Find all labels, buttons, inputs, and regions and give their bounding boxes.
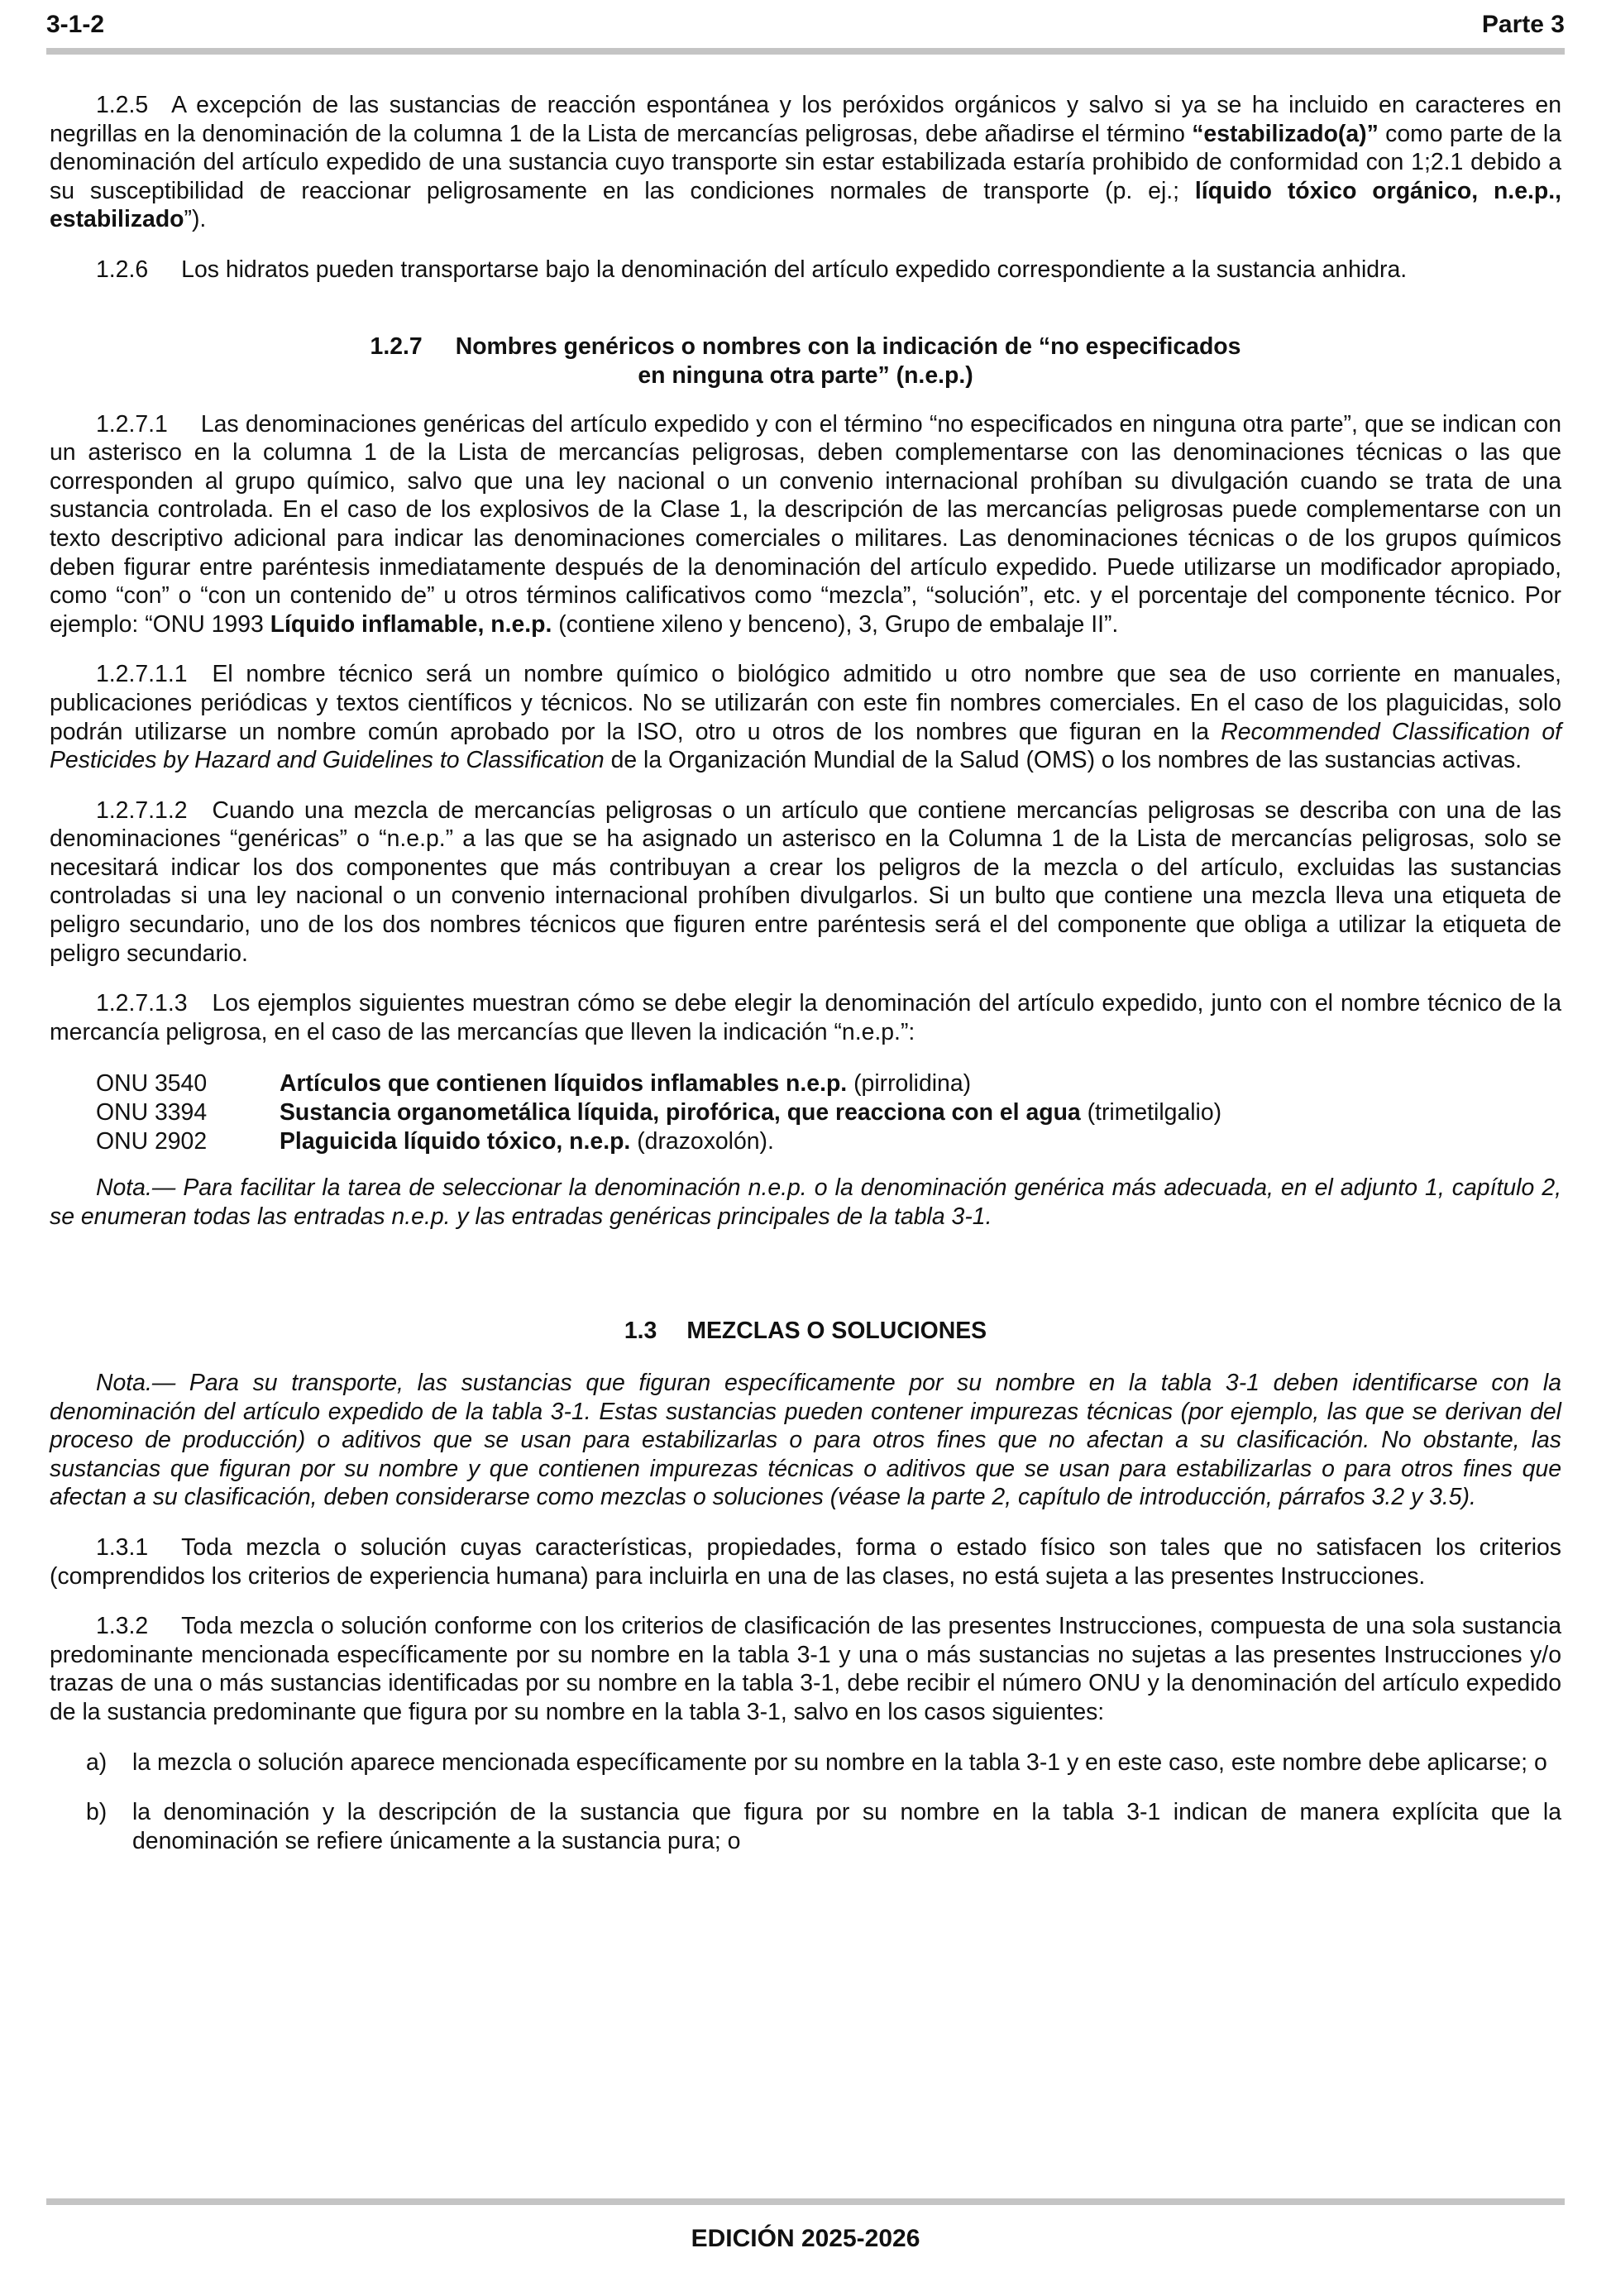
paragraph-text: Los hidratos pueden transportarse bajo la denominación del artículo expedido correspondiente a la sustancia anhidra. [181, 256, 1408, 283]
paragraph-number: 1.2.5 [96, 92, 149, 118]
paragraph-number: 1.2.7.1.1 [96, 661, 188, 688]
paragraph-1-2-7-1 [50, 410, 1561, 639]
document-body [50, 91, 1561, 1877]
paragraph-text: Cuando una mezcla de mercancías peligrosas o un artículo que contiene mercancías peligrosas se describa con una de las denominaciones “genéricas” o “n.e.p.” a las que se ha asignado un asterisco en la Columna 1 de la Lista de mercancías peligrosas, solo se necesitará indicar los dos componentes que más contribuyan a crear los peligros de la mezcla o del artículo, excluidas las sustancias controladas si una ley nacional o un convenio internacional prohíben divulgarlos. Si un bulto que contiene una mezcla lleva una etiqueta de peligro secundario, uno de los dos nombres técnicos que figuren entre paréntesis será el del componente que obliga a utilizar la etiqueta de peligro secundario. [50, 796, 1561, 967]
technical-name: (trimetilgalio) [1080, 1099, 1222, 1126]
paragraph-text: A excepción de las sustancias de reacción espontánea y los peróxidos orgánicos y salvo si ya se ha incluido en caracteres en negrillas en la denominación de la columna 1 de la Lista de mercancías peligrosas, debe añadirse el término [50, 92, 1561, 147]
bold-term: “estabilizado(a)” [1192, 120, 1379, 147]
heading-number: 1.3 [624, 1318, 657, 1345]
paragraph-1-2-6 [50, 256, 1561, 285]
paragraph-text: Las denominaciones genéricas del artículo expedido y con el término “no especificados en ninguna otra parte”, que se indican con un asterisco en la columna 1 de la Lista de mercancías peligrosas, deben complementarse con las denominaciones técnicas o las que corresponden al grupo químico, salvo que una ley nacional o un convenio internacional prohíban su divulgación cuando se trata de una sustancia controlada. En el caso de los explosivos de la Clase 1, la descripción de las mercancías peligrosas puede complementarse con un texto descriptivo adicional para indicar las denominaciones comerciales o militares. Las denominaciones técnicas o de los grupos químicos deben figurar entre paréntesis inmediatamente después de la denominación del artículo expedido. Puede utilizarse un modificador apropiado, como “con” o “con un contenido de” u otros términos calificativos como “mezcla”, “solución”, etc. y el porcentaje del componente técnico. Por ejemplo: “ONU 1993 [50, 410, 1561, 638]
paragraph-text: Toda mezcla o solución conforme con los criterios de clasificación de las presentes Instrucciones, compuesta de una sola sustancia predominante mencionada específicamente por su nombre en la tabla 3-1 y una o más sustancias no sujetas a las presentes Instrucciones y/o trazas de una o más sustancias identificadas por su nombre en la tabla 3-1, debe recibir el número ONU y la denominación del artículo expedido de la sustancia predominante que figura por su nombre en la tabla 3-1, salvo en los casos siguientes: [50, 1613, 1561, 1725]
bold-term: líquido tóxico orgánico, n.e.p., estabilizado [50, 177, 1561, 233]
publication-title: Recommended Classification of Pesticides by Hazard and Guidelines to Classification [50, 718, 1562, 774]
list-item-a [50, 1748, 1561, 1777]
shipping-name: Plaguicida líquido tóxico, n.e.p. [280, 1127, 631, 1155]
shipping-name: Artículos que contienen líquidos inflamables n.e.p. [280, 1070, 848, 1098]
header-divider [46, 48, 1565, 55]
examples-list [96, 1069, 1561, 1155]
page-number: 3-1-2 [46, 11, 105, 38]
list-text: la mezcla o solución aparece mencionada específicamente por su nombre en la tabla 3-1 y en este caso, este nombre debe aplicarse; o [132, 1748, 1547, 1776]
paragraph-1-2-5 [50, 91, 1561, 234]
un-number: ONU 3540 [96, 1070, 208, 1098]
paragraph-text: (contiene xileno y benceno), 3, Grupo de embalaje II”. [552, 610, 1119, 638]
paragraph-1-3-1 [50, 1533, 1561, 1590]
un-number: ONU 3394 [96, 1099, 208, 1126]
footer-divider [46, 2198, 1565, 2205]
bold-term: Líquido inflamable, n.e.p. [270, 610, 552, 638]
list-text: la denominación y la descripción de la sustancia que figura por su nombre en la tabla 3-1 indican de manera explícita que la denominación se refiere únicamente a la sustancia pura; o [132, 1799, 1561, 1854]
paragraph-text: El nombre técnico será un nombre químico o biológico admitido u otro nombre que sea de uso corriente en manuales, publicaciones periódicas y textos científicos y técnicos. No se utilizarán con este fin nombres comerciales. En el caso de los plaguicidas, solo podrán utilizarse un nombre común aprobado por la ISO, otro u otros de los nombres que figuran en la [50, 661, 1561, 745]
example-row [96, 1069, 1561, 1098]
note-1 [50, 1174, 1561, 1231]
paragraph-number: 1.3.2 [96, 1613, 149, 1640]
section-heading-1-3 [50, 1317, 1561, 1346]
paragraph-text: Los ejemplos siguientes muestran cómo se debe elegir la denominación del artículo expedido, junto con el nombre técnico de la mercancía peligrosa, en el caso de las mercancías que lleven la indicación “n.e.p.”: [50, 990, 1561, 1045]
note-2 [50, 1369, 1561, 1512]
paragraph-1-2-7-1-3 [50, 989, 1561, 1046]
paragraph-1-3-2 [50, 1612, 1561, 1726]
shipping-name: Sustancia organometálica líquida, pirofórica, que reacciona con el agua [280, 1099, 1081, 1126]
heading-line-1: Nombres genéricos o nombres con la indicación de “no especificados [455, 332, 1241, 360]
heading-title: MEZCLAS O SOLUCIONES [686, 1318, 987, 1345]
section-heading-1-2-7 [50, 332, 1561, 390]
part-label: Parte 3 [1481, 11, 1565, 38]
example-row [96, 1127, 1561, 1156]
paragraph-1-2-7-1-2 [50, 796, 1561, 969]
paragraph-number: 1.3.1 [96, 1533, 149, 1561]
note-text: Nota.— Para su transporte, las sustancias que figuran específicamente por su nombre en la tabla 3-1 deben identificarse con la denominación del artículo expedido de la tabla 3-1. Estas sustancias pueden contener impurezas técnicas (por ejemplo, las que se derivan del proceso de producción) o aditivos que se usan para estabilizarlas o para otros fines que no afectan a su clasificación. No obstante, las sustancias que figuran por su nombre y que contienen impurezas técnicas o aditivos que se usan para estabilizarlas o para otros fines que afectan a su clasificación, deben considerarse como mezclas o soluciones (véase la parte 2, capítulo de introducción, párrafos 3.2 y 3.5). [50, 1370, 1561, 1511]
example-row [96, 1098, 1561, 1127]
paragraph-number: 1.2.7.1.2 [96, 796, 188, 824]
heading-line-2: en ninguna otra parte” (n.e.p.) [638, 361, 973, 389]
paragraph-number: 1.2.7.1.3 [96, 990, 188, 1017]
paragraph-text: como parte de la denominación del artículo expedido de una sustancia cuyo transporte sin estar estabilizada estaría prohibido de conformidad con 1;2.1 debido a su susceptibilidad de reaccionar peligrosamente en las condiciones normales de transporte (p. ej.; [50, 120, 1561, 204]
edition-footer: EDICIÓN 2025-2026 [691, 2225, 920, 2252]
paragraph-number: 1.2.7.1 [96, 410, 168, 438]
un-number: ONU 2902 [96, 1127, 208, 1155]
technical-name: (drazoxolón). [630, 1127, 774, 1155]
list-item-b [50, 1798, 1561, 1855]
page-header [46, 7, 1565, 43]
list-letter: a) [86, 1748, 108, 1776]
technical-name: (pirrolidina) [847, 1070, 972, 1098]
paragraph-text: de la Organización Mundial de la Salud (OMS) o los nombres de las sustancias activas. [604, 747, 1523, 774]
heading-number: 1.2.7 [370, 332, 423, 360]
list-letter: b) [86, 1799, 108, 1826]
paragraph-number: 1.2.6 [96, 256, 149, 283]
paragraph-text: Toda mezcla o solución cuyas características, propiedades, forma o estado físico son tales que no satisfacen los criterios (comprendidos los criterios de experiencia humana) para incluirla en una de las clases, no está sujeta a las presentes Instrucciones. [50, 1533, 1561, 1590]
paragraph-text: ”). [184, 206, 207, 233]
note-text: Nota.— Para facilitar la tarea de seleccionar la denominación n.e.p. o la denominación genérica más adecuada, en el adjunto 1, capítulo 2, se enumeran todas las entradas n.e.p. y las entradas genéricas principales de la tabla 3-1. [50, 1174, 1561, 1230]
paragraph-1-2-7-1-1 [50, 660, 1561, 774]
